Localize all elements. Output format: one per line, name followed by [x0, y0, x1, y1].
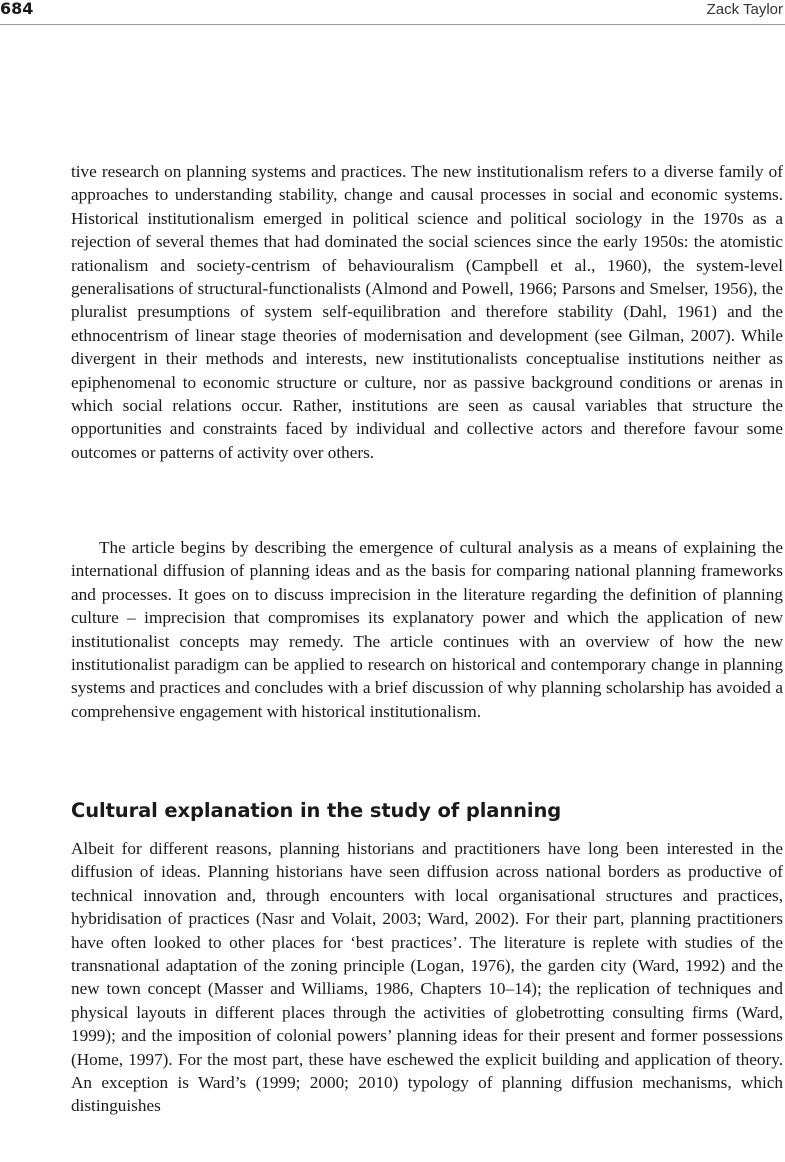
body-paragraph-2: The article begins by describing the emergence of cultural analysis as a means of explaining the international diffusion of planning ideas and as the basis for comparing national planning frameworks and processes. It goes on to discuss imprecision in the literature regarding the definition of planning culture – imprecision that compromises its explanatory power and which the application of new institutionalist concepts may remedy. The article continues with an overview of how the new institutionalist paradigm can be applied to research on historical and contemporary change in planning systems and practices and concludes with a brief discussion of why planning scholarship has avoided a comprehensive engagement with historical institutionalism. [71, 538, 783, 721]
running-head-author: Zack Taylor [706, 1, 783, 18]
page-number: 684 [0, 0, 34, 18]
body-paragraph-1: tive research on planning systems and practices. The new institutionalism refers to a diverse family of approaches to understanding stability, change and causal processes in social and economic systems. Historical institutionalism emerged in political science and political sociology in the 1970s as a rejection of several themes that had dominated the social sciences since the early 1950s: the atomistic rationalism and society-centrism of behaviouralism (Campbell et al., 1960), the system-level generalisations of structural-functionalists (Almond and Powell, 1966; Parsons and Smelser, 1956), the pluralist presumptions of system self-equilibration and therefore stability (Dahl, 1961) and the ethnocentrism of linear stage theories of modernisation and development (see Gilman, 2007). While divergent in their methods and interests, new institutionalists conceptualise institutions neither as epiphenomenal to economic structure or culture, nor as passive background conditions or arenas in which social relations occur. Rather, institutions are seen as causal variables that structure the opportunities and constraints faced by individual and collective actors and therefore favour some outcomes or patterns of activity over others. [71, 162, 783, 462]
section-heading: Cultural explanation in the study of planning [71, 799, 562, 822]
body-paragraph-3: Albeit for different reasons, planning historians and practitioners have long been interested in the diffusion of ideas. Planning historians have seen diffusion across national borders as productive of technical innovation and, through encounters with local organisational structures and practices, hybridisation of practices (Nasr and Volait, 2003; Ward, 2002). For their part, planning practitioners have often looked to other places for ‘best practices’. The literature is replete with studies of the transnational adaptation of the zoning principle (Logan, 1976), the garden city (Ward, 1992) and the new town concept (Masser and Williams, 1986, Chapters 10–14); the replication of techniques and physical layouts in different places through the activities of globetrotting consulting firms (Ward, 1999); and the imposition of colonial powers’ planning ideas for their present and former possessions (Home, 1997). For the most part, these have eschewed the explicit building and application of theory. An exception is Ward’s (1999; 2000; 2010) typology of planning diffusion mechanisms, which distinguishes [71, 839, 783, 1116]
running-head [0, 0, 785, 25]
